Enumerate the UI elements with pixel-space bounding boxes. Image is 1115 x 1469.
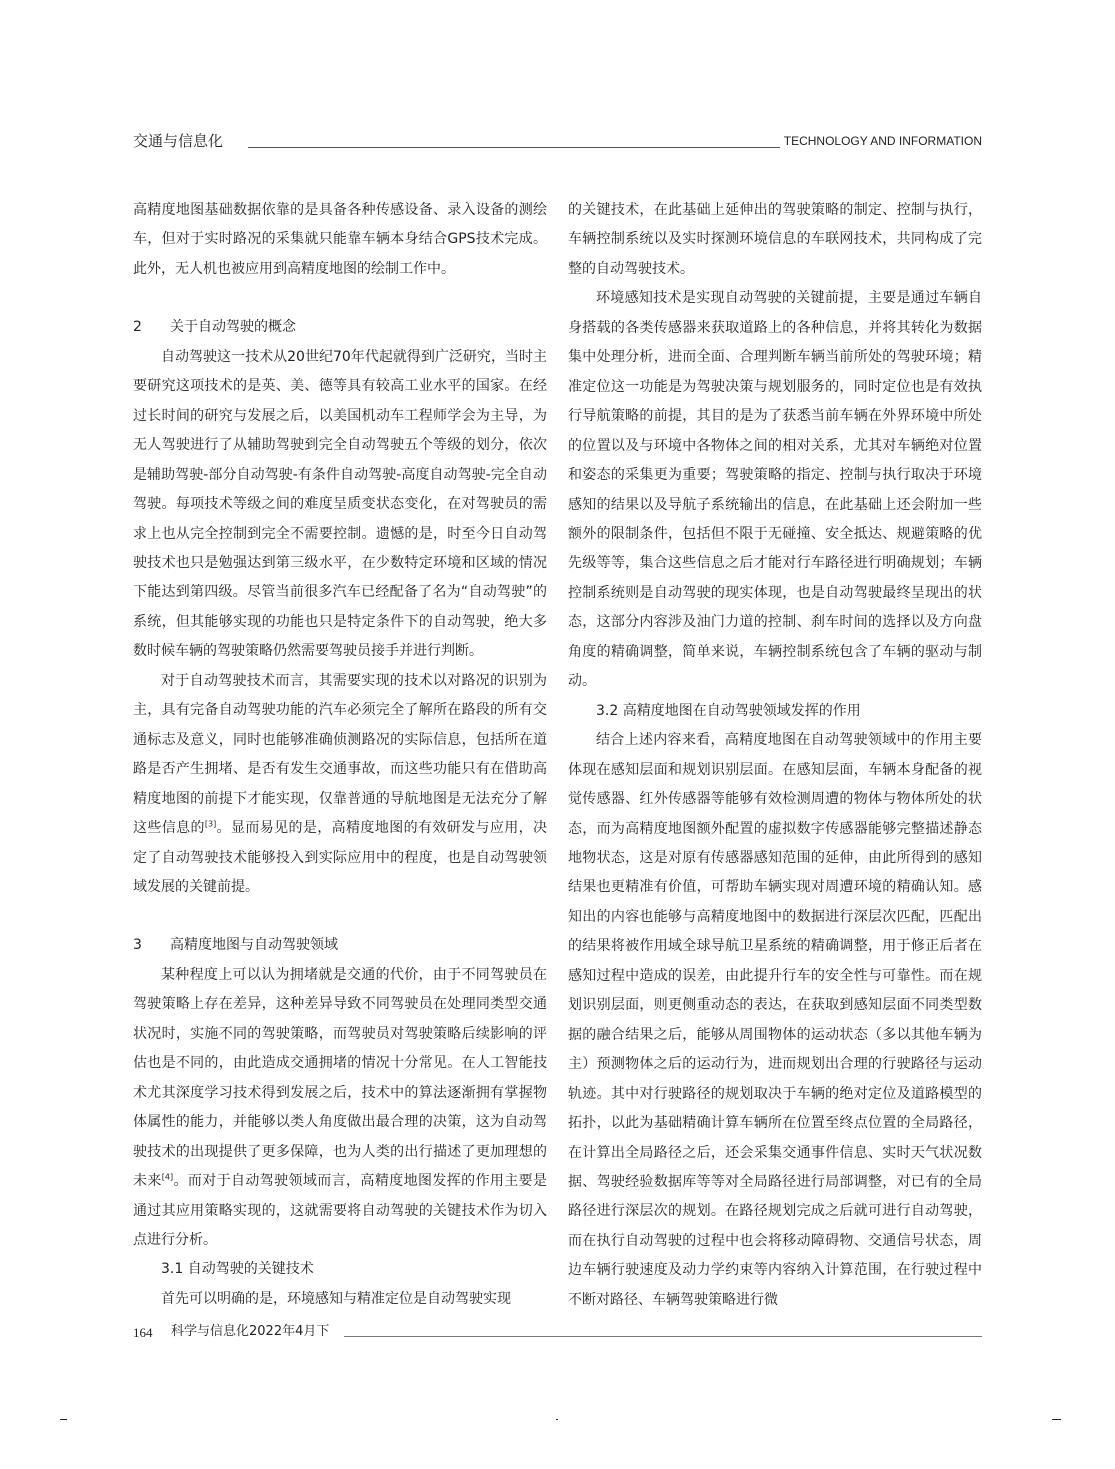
footer-rule [344, 1336, 982, 1337]
section-title: 关于自动驾驶的概念 [170, 319, 296, 336]
subsection-heading-3-1: 3.1 自动驾驶的关键技术 [161, 1261, 314, 1278]
crop-mark [1052, 1419, 1061, 1420]
page-number: 164 [133, 1325, 153, 1340]
section-heading-3 [133, 931, 547, 960]
paragraph: 高精度地图基础数据依靠的是具备各种传感设备、录入设备的测绘车，但对于实时路况的采集就只能靠车辆本身结合GPS技术完成。此外，无人机也被应用到高精度地图的绘制工作中。 [133, 202, 547, 277]
citation-ref: [3] [204, 819, 217, 829]
header-journal-section: 交通与信息化 [133, 132, 224, 150]
header-section-english: TECHNOLOGY AND INFORMATION [780, 134, 982, 148]
paragraph: 的关键技术，在此基础上延伸出的驾驶策略的制定、控制与执行，车辆控制系统以及实时探测环境信息的车联网技术，共同构成了完整的自动驾驶技术。 [568, 202, 982, 277]
section-number: 3 [133, 937, 142, 954]
paragraph: 某种程度上可以认为拥堵就是交通的代价，由于不同驾驶员在驾驶策略上存在差异，这种差异导致不同驾驶员在处理同类型交通状况时，实施不同的驾驶策略，而驾驶员对驾驶策略后续影响的评估也是不同的，由此造成交通拥堵的情况十分常见。在人工智能技术尤其深度学习技术得到发展之后，技术中的算法逐渐拥有掌握物体属性的能力，并能够以类人角度做出最合理的决策，这为自动驾驶技术的出现提供了更多保障，也为人类的出行描述了更加理想的未来[4]。而对于自动驾驶领域而言，高精度地图发挥的作用主要是通过其应用策略实现的，这就需要将自动驾驶的关键技术作为切入点进行分析。 [133, 966, 548, 1248]
subsection-heading-3-2: 3.2 高精度地图在自动驾驶领域发挥的作用 [596, 702, 861, 719]
citation-ref: [4] [161, 1172, 174, 1182]
paragraph: 环境感知技术是实现自动驾驶的关键前提，主要是通过车辆自身搭载的各类传感器来获取道路上的各种信息，并将其转化为数据集中处理分析，进而全面、合理判断车辆当前所处的驾驶环境；精准定位这一功能是为驾驶决策与规划服务的，同时定位也是有效执行导航策略的前提，其目的是为了获悉当前车辆在外界环境中所处的位置以及与环境中各物体之间的相对关系，尤其对车辆绝对位置和姿态的采集更为重要；驾驶策略的指定、控制与执行取决于环境感知的结果以及导航子系统输出的信息，在此基础上还会附加一些额外的限制条件，包括但不限于无碰撞、安全抵达、规避策略的优先级等等，集合这些信息之后才能对行车路径进行明确规划；车辆控制系统则是自动驾驶的现实体现，也是自动驾驶最终呈现出的状态，这部分内容涉及油门力道的控制、刹车时间的选择以及方向盘角度的精确调整，简单来说，车辆控制系统包含了车辆的驱动与制动。 [568, 290, 982, 690]
crop-mark [556, 1419, 558, 1420]
section-heading-2 [133, 313, 547, 342]
section-title: 高精度地图与自动驾驶领域 [170, 937, 338, 954]
paragraph: 结合上述内容来看，高精度地图在自动驾驶领域中的作用主要体现在感知层面和规划识别层面。在感知层面，车辆本身配备的视觉传感器、红外传感器等能够有效检测周遭的物体与物体所处的状态，而为高精度地图额外配置的虚拟数字传感器能够完整描述静态地物状态，这是对原有传感器感知范围的延伸，由此所得到的感知结果也更精准有价值，可帮助车辆实现对周遭环境的精确认知。感知出的内容也能够与高精度地图中的数据进行深层次匹配，匹配出的结果将被作用域全球导航卫星系统的精确调整，用于修正后者在感知过程中造成的误差，由此提升行车的安全性与可靠性。而在规划识别层面，则更侧重动态的表达，在获取到感知层面不同类型数据的融合结果之后，能够从周围物体的运动状态（多以其他车辆为主）预测物体之后的运动行为，进而规划出合理的行驶路径与运动轨迹。其中对行驶路径的规划取决于车辆的绝对定位及道路模型的拓扑，以此为基础精确计算车辆所在位置至终点位置的全局路径，在计算出全局路径之后，还会采集交通事件信息、实时天气状况数据、驾驶经验数据库等等对全局路径进行局部调整，对已有的全局路径进行深层次的规划。在路径规划完成之后就可进行自动驾驶，而在执行自动驾驶的过程中也会将移动障碍物、交通信号状态，周边车辆行驶速度及动力学约束等内容纳入计算范围，在行驶过程中不断对路径、车辆驾驶策略进行微 [568, 732, 982, 1308]
left-column [133, 196, 547, 1314]
paragraph: 对于自动驾驶技术而言，其需要实现的技术以对路况的识别为主，具有完备自动驾驶功能的汽车必须完全了解所在路段的所有交通标志及意义，同时也能够准确侦测路况的实际信息，包括所在道路是否产生拥堵、是否有发生交通事故，而这些功能只有在借助高精度地图的前提下才能实现，仅靠普通的导航地图是无法充分了解这些信息的[3]。显而易见的是，高精度地图的有效研发与应用，决定了自动驾驶技术能够投入到实际应用中的程度，也是自动驾驶领域发展的关键前提。 [133, 672, 548, 895]
footer-journal: 科学与信息化2022年4月下 [171, 1324, 330, 1339]
crop-mark [60, 1419, 67, 1420]
right-column [568, 196, 982, 1315]
section-number: 2 [133, 319, 142, 336]
paragraph: 首先可以明确的是，环境感知与精准定位是自动驾驶实现 [161, 1290, 511, 1307]
paragraph: 自动驾驶这一技术从20世纪70年代起就得到广泛研究，当时主要研究这项技术的是英、美、德等具有较高工业水平的国家。在经过长时间的研究与发展之后，以美国机动车工程师学会为主导，为无人驾驶进行了从辅助驾驶到完全自动驾驶五个等级的划分，依次是辅助驾驶-部分自动驾驶-有条件自动驾驶-高度自动驾驶-完全自动驾驶。每项技术等级之间的难度呈质变状态变化，在对驾驶员的需求上也从完全控制到完全不需要控制。遗憾的是，时至今日自动驾驶技术也只是勉强达到第三级水平，在少数特定环境和区域的情况下能达到第四级。尽管当前很多汽车已经配备了名为“自动驾驶”的系统，但其能够实现的功能也只是特定条件下的自动驾驶，绝大多数时候车辆的驾驶策略仍然需要驾驶员接手并进行判断。 [133, 348, 547, 660]
